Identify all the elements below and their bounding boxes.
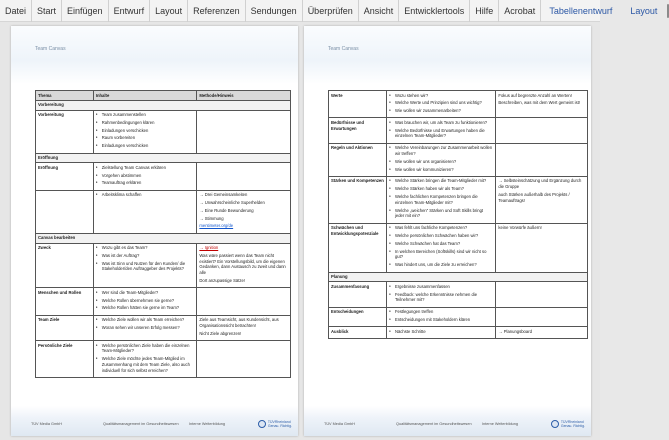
row-notes [197,190,291,233]
row-notes [197,110,291,153]
row-notes [496,91,588,118]
bullet-list [96,317,195,331]
bullet-list [96,343,195,374]
list-item: ● Woran sehen wir unseren Erfolg messen? [96,325,195,331]
list-item: ● Ergebnisse zusammenfassen [389,284,493,290]
ribbon-tab[interactable]: Überprüfen [303,0,359,22]
list-item: ● Welche Stärken bringen die Team-Mitglieder mit? [389,178,493,184]
row-contents [93,341,197,378]
list-item: ● Welche Ziele wollen wir als Team erreichen? [96,317,195,323]
list-item: ● Raum vorbereiten [96,135,195,141]
row-contents [93,288,197,315]
document-canvas [0,22,600,440]
list-item: ● Zielstellung Team Canvas erklären [96,165,195,171]
row-notes [197,163,291,190]
row-notes [197,243,291,288]
row-notes [496,327,588,339]
note-text: Beschreiben, was mit dem Wert gemeint ist! [498,100,581,106]
ribbon-context-tab[interactable]: Layout [630,5,658,16]
row-contents [93,315,197,340]
note-text: Nicht Ziele abgrenzen! [199,330,242,336]
table-row [329,143,588,176]
tuv-seal-icon [551,420,559,428]
row-contents [386,143,495,176]
ribbon-tab[interactable]: Acrobat [499,0,541,22]
row-label: Zusammenfassung [329,282,387,307]
row-contents [386,176,495,223]
tuv-logo [258,420,292,428]
note-text: → Drei Gemeinsamkeiten [199,192,248,198]
list-item: ● Rahmenbedingungen klären [96,120,195,126]
list-item: ● Wer sind die Team-Mitglieder? [96,290,195,296]
row-label [36,190,94,233]
page-header [304,26,591,84]
list-item: ● Was ist Sinn und Nutzen für den Kunden/ die Stakeholder/den Auftraggeber des Projekts? [96,261,195,273]
row-notes [197,288,291,315]
bullet-list [389,329,493,335]
table-row [329,307,588,327]
row-notes [197,315,291,340]
list-item: ● Was fehlt uns fachliche Kompetenzen? [389,225,493,231]
row-label: Menschen und Rollen [36,288,94,315]
table-row [36,190,291,233]
table-row [36,315,291,340]
bullet-list [96,245,195,272]
row-label: Schwächen und Entwicklungspotenziale [329,223,387,272]
list-item: ● Welche Stärken haben wir als Team? [389,186,493,192]
ribbon-tab[interactable]: Layout [150,0,188,22]
list-item: ● Welche Rollen übernehmen sie gerne? [96,298,195,304]
footer-center: Qualitätsmanagement im Gesundheitswesen [396,422,472,426]
bullet-list [389,309,493,323]
note-text: → Unwahrscheinliche Superhelden [199,200,265,206]
bullet-list [96,290,195,311]
tuv-logo [551,420,585,428]
ribbon-tab[interactable]: Ansicht [359,0,400,22]
row-notes [197,341,291,378]
row-label: Vorbereitung [36,110,94,153]
row-notes [496,118,588,143]
ribbon-tab[interactable]: Sendungen [246,0,303,22]
list-item: ● Einladungen verschicken [96,143,195,149]
note-text: Fokus auf begrenzte Anzahl an Werten! [498,92,572,98]
list-item: ● Welche Schwächen hat das Team? [389,241,493,247]
note-text: Ziele aus Teamsicht, aus Kundensicht, aus Organisationssicht betrachten! [199,317,279,329]
table-row [329,223,588,272]
row-label: Ausblick [329,327,387,339]
list-item: ● Was ist der Auftrag? [96,253,195,259]
list-item: ● Welche Vereinbarungen zur Zusammenarbeit wollen wir treffen? [389,145,493,157]
row-label: Regeln und Aktionen [329,143,387,176]
footer-left: TÜV Media GmbH [324,422,356,426]
section-row [329,272,588,282]
list-item: ● Nächste Schritte [389,329,493,335]
list-item: ● Vorgehen abstimmen [96,173,195,179]
note-text: Dort anzupassige Sätze! [199,278,245,284]
section-row [36,153,291,163]
row-contents [386,307,495,327]
list-item: ● Entscheidungen mit Stakeholdern klären [389,317,493,323]
row-contents [93,163,197,190]
row-notes [496,143,588,176]
table-row [36,341,291,378]
row-contents [386,223,495,272]
row-contents [93,110,197,153]
row-label: Zweck [36,243,94,288]
row-contents [386,327,495,339]
note-link[interactable]: mentimeter.org/de [199,223,234,229]
ribbon-tab[interactable]: Entwicklertools [399,0,470,22]
row-label: Werte [329,91,387,118]
section-title: Vorbereitung [36,100,291,110]
row-notes [496,307,588,327]
list-item: ● Welche persönlichen Schwächen haben wir? [389,233,493,239]
note-text: → Selbsteinschätzung und Ergänzung durch die Gruppe [498,178,582,190]
tuv-seal-icon [258,420,266,428]
agenda-table-continued[interactable] [328,90,588,339]
section-title: Planung [329,272,588,282]
footer-right: Interne Weiterbildung [189,422,226,426]
list-item: ● Festlegungen treffen [389,309,493,315]
table-row [329,327,588,339]
note-text: Was wäre passiert wenn das Team nicht existiert? Ein Vorstellungsbild, um die eigenen Gedanken, dann Austausch zu zweit und dann alle [199,252,286,276]
table-row [36,110,291,153]
list-item: ● Feedback: welche Erkenntnisse nehmen die Teilnehmer mit? [389,292,493,304]
row-contents [386,91,495,118]
ribbon-tab[interactable]: Hilfe [470,0,499,22]
section-row [36,233,291,243]
row-label: Team Ziele [36,315,94,340]
table-row [329,176,588,223]
row-label: Stärken und Kompetenzen [329,176,387,223]
ribbon-tab[interactable]: Einfügen [62,0,109,22]
bullet-list [389,284,493,303]
table-row [329,118,588,143]
list-item: ● In welchen Bereichen (Softskills) sind wir nicht so gut? [389,249,493,261]
note-text: → Planungsboard [498,328,532,334]
ribbon-tab[interactable]: Referenzen [188,0,246,22]
list-item: ● Welche Rollen hätten sie gerne im Team? [96,305,195,311]
list-item: ● Welche „weichen“ Stärken und Soft Skills bringt jeder mit ein? [389,208,493,220]
list-item: ● Wie wollen wir uns organisieren? [389,159,493,165]
note-text: keine Vorwürfe äußern! [498,225,542,231]
logo-name: TÜVRheinland [560,420,584,424]
section-title: Eröffnung [36,153,291,163]
list-item: ● Wozu gibt es das Team? [96,245,195,251]
column-header: Inhalte [93,91,197,101]
footer-left: TÜV Media GmbH [31,422,63,426]
header-title: Team Canvas [35,46,66,52]
bullet-list [389,225,493,268]
row-label: Entscheidungen [329,307,387,327]
list-item: ● Wie wollen wir kommunizieren? [389,167,493,173]
row-label: Eröffnung [36,163,94,190]
header-title: Team Canvas [328,46,359,52]
list-item: ● Welche Werte und Prinzipien sind uns wichtig? [389,100,493,106]
logo-sub: Genau. Richtig. [267,424,292,428]
list-item: ● Welche persönlichen Ziele haben die einzelnen Team-Mitglieder? [96,343,195,355]
row-contents [386,282,495,307]
list-item: ● Einladungen verschicken [96,128,195,134]
list-item: ● Arbeitsklima schaffen [96,192,195,198]
ribbon-tab[interactable]: Start [32,0,62,22]
row-contents [386,118,495,143]
page-1 [11,26,298,436]
bullet-list [389,145,493,172]
note-link[interactable]: → Ignition [199,245,219,251]
list-item: ● Welche fachlichen Kompetenzen bringen die einzelnen Team-Mitglieder mit? [389,194,493,206]
bullet-list [96,192,195,198]
row-label: Bedürfnisse und Erwartungen [329,118,387,143]
row-notes [496,223,588,272]
footer-center: Qualitätsmanagement im Gesundheitswesen [103,422,179,426]
header-row [36,91,291,101]
list-item: ● Welche Ziele möchte jedes Team-Mitglied im Zusammenhang mit dem Team Ziele, also auch individuell für sich selbst erreichen? [96,356,195,373]
page-2 [304,26,591,436]
ribbon-tab[interactable]: Entwurf [109,0,151,22]
page-footer [304,406,591,436]
column-header: Methode/Hinweis [197,91,291,101]
table-row [36,163,291,190]
row-notes [496,282,588,307]
bullet-list [389,93,493,114]
section-row [36,100,291,110]
row-notes [496,176,588,223]
note-text: auch Stärken außerhalb des Projekts / Teamauftrags! [498,192,570,203]
bullet-list [389,120,493,139]
row-contents [93,243,197,288]
bullet-list [96,165,195,186]
list-item: ● Wozu stehen wir? [389,93,493,99]
table-row [329,282,588,307]
footer-right: Interne Weiterbildung [482,422,519,426]
list-item: ● Team zusammenstellen [96,112,195,118]
table-row [36,288,291,315]
page-header [11,26,298,84]
note-text: → Stimmung [199,215,224,221]
ribbon-tab[interactable]: Datei [0,0,32,22]
agenda-table[interactable] [35,90,291,378]
section-title: Canvas bearbeiten [36,233,291,243]
note-text: → Eine Runde Bewunderung [199,207,254,213]
row-contents [93,190,197,233]
column-header: Thema [36,91,94,101]
logo-sub: Genau. Richtig. [560,424,585,428]
ribbon-context-tab[interactable]: Tabellenentwurf [549,5,613,16]
row-label: Persönliche Ziele [36,341,94,378]
table-row [36,243,291,288]
list-item: ● Teamauftrag erklären [96,180,195,186]
list-item: ● Was hindert uns, um die Ziele zu erreichen? [389,262,493,268]
table-row [329,91,588,118]
bullet-list [389,178,493,219]
bullet-list [96,112,195,149]
list-item: ● Welche Bedürfnisse und Erwartungen haben die einzelnen Team-Mitglieder? [389,128,493,140]
ribbon-tabs [0,0,658,22]
page-footer [11,406,298,436]
list-item: ● Wie wollen wir zusammenarbeiten? [389,108,493,114]
logo-name: TÜVRheinland [267,420,291,424]
list-item: ● Was brauchen wir, um als Team zu funktionieren? [389,120,493,126]
